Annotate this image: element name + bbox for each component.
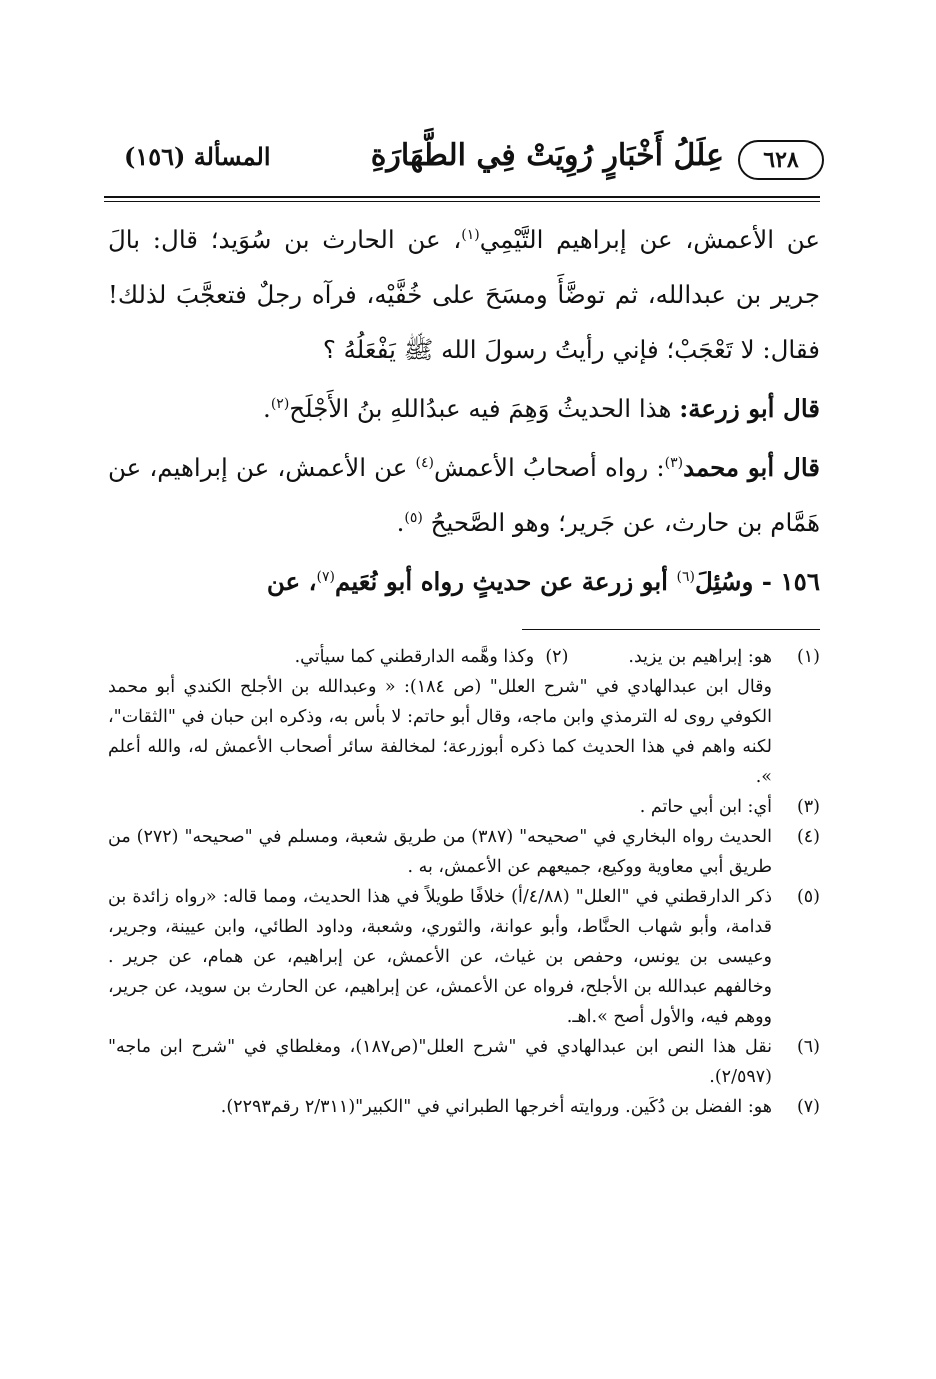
footnote-ref-5[interactable]: (٥) bbox=[404, 509, 423, 526]
footnote-ref-7[interactable]: (٧) bbox=[316, 568, 336, 585]
footnote-ref-6[interactable]: (٦) bbox=[676, 568, 695, 585]
footnote-ref-2[interactable]: (٢) bbox=[270, 395, 290, 412]
footnote-number: (٤) bbox=[796, 827, 820, 847]
footnote-5-text: ذكر الدارقطني في "العلل" (٤/٨٨/أ) خلافًا طويلاً في هذا الحديث، ومما قاله: «رواه زائدة بن قدامة، وأبو شهاب الحنَّاط، وأبو عوانة، والثوري، وشعبة، وداود الطائي، وابن عيينة، وجرير، وعيسى بن يونس، وحفص بن غياث، عن الأعمش، عن إبراهيم، عن همام، عن جرير . وخالفهم عبدالله بن الأجلح، فرواه عن الأعمش، عن إبراهيم، عن الحارث بن سويد، عن جرير، ووهم فيه، والأول أصح ».اهـ. bbox=[108, 887, 773, 1027]
footnote-1-2 bbox=[108, 642, 820, 792]
footnote-7 bbox=[108, 1092, 820, 1122]
para2-text: هذا الحديثُ وَهِمَ فيه عبدُاللهِ بنُ الأَجْلَح bbox=[289, 394, 680, 423]
paragraph-3 bbox=[108, 440, 820, 550]
footnote-ref-4[interactable]: (٤) bbox=[415, 454, 434, 471]
para1-text-a: عن الأعمش، عن إبراهيم التَّيْمِي bbox=[479, 225, 820, 254]
issue-heading: ١٥٦ - وسُئِلَ bbox=[694, 567, 820, 596]
footnote-ref-3[interactable]: (٣) bbox=[664, 454, 684, 471]
para2-end: . bbox=[263, 394, 271, 423]
footnote-2-continued: وقال ابن عبدالهادي في "شرح العلل" (ص ١٨٤): « وعبدالله بن الأجلح الكندي أبو محمد الكوفي روى له الترمذي وابن ماجه، وقال أبو حاتم: لا بأس به، وذكره ابن حبان في "الثقات"، لكنه واهم في هذا الحديث كما ذكره أبوزرعة؛ لمخالفة سائر أصحاب الأعمش له، والله أعلم ». bbox=[108, 677, 773, 787]
book-title: عِلَلُ أَخْبَارٍ رُوِيَتْ فِي الطَّهَارَةِ bbox=[370, 138, 724, 173]
issue-label: المسألة (١٥٦) bbox=[124, 142, 271, 171]
footnote-number: (٦) bbox=[796, 1037, 820, 1057]
footnote-number: (٣) bbox=[796, 797, 820, 817]
main-text bbox=[108, 212, 820, 609]
footnote-4 bbox=[108, 822, 820, 882]
speaker-abu-muhammad: قال أبو محمد bbox=[683, 453, 820, 482]
page-number: ٦٢٨ bbox=[738, 140, 824, 180]
footnote-3 bbox=[108, 792, 820, 822]
para4-text-b: ، عن bbox=[266, 567, 317, 596]
paragraph-1 bbox=[108, 212, 820, 377]
footnote-6 bbox=[108, 1032, 820, 1092]
header-rule-thin bbox=[104, 201, 820, 202]
para4-text-a: أبو زرعة عن حديثٍ رواه أبو نُعَيم bbox=[335, 567, 677, 596]
footnotes bbox=[108, 642, 820, 1122]
footnote-number: (٧) bbox=[796, 1097, 820, 1117]
footnote-number: (٥) bbox=[796, 887, 820, 907]
paragraph-2 bbox=[108, 381, 820, 436]
header-rule bbox=[104, 196, 820, 198]
footnote-6-text: نقل هذا النص ابن عبدالهادي في "شرح العلل"(ص١٨٧)، ومغلطاي في "شرح ابن ماجه"(٢/٥٩٧). bbox=[108, 1037, 772, 1087]
footnote-ref-1[interactable]: (١) bbox=[461, 226, 480, 243]
footnote-4-text: الحديث رواه البخاري في "صحيحه" (٣٨٧) من طريق شعبة، ومسلم في "صحيحه" (٢٧٢) من طريق أبي معاوية ووكيع، جميعهم عن الأعمش، به . bbox=[108, 827, 772, 877]
speaker-abu-zurah: قال أبو زرعة: bbox=[679, 394, 820, 423]
para3-text-a: : رواه أصحابُ الأعمش bbox=[433, 453, 665, 482]
para1-text-b: ، عن الحارث بن سُوَيد؛ قال: بالَ جرير بن عبدالله، ثم توضَّأَ ومسَحَ على خُفَّيْه، فرآه رجلٌ فتعجَّبَ لذلك! فقال: لا تَعْجَبْ؛ فإني رأيتُ رسولَ الله ﷺ يَفْعَلُهُ ؟ bbox=[108, 225, 820, 364]
footnote-number: (٢) bbox=[545, 647, 569, 667]
footnote-7-text: هو: الفضل بن دُكَين. وروايته أخرجها الطبراني في "الكبير"(٢/٣١١ رقم٢٢٩٣). bbox=[220, 1097, 772, 1117]
paragraph-4 bbox=[108, 554, 820, 609]
para3-end: . bbox=[396, 508, 405, 537]
para3-text-b: عن الأعمش، عن إبراهيم، عن هَمَّام بن حارث، عن جَرير؛ وهو الصَّحيحُ bbox=[108, 453, 820, 537]
page-header bbox=[104, 138, 824, 190]
footnote-separator bbox=[522, 629, 820, 630]
footnote-5 bbox=[108, 882, 820, 1032]
footnote-3-text: أي: ابن أبي حاتم . bbox=[639, 797, 772, 817]
footnote-number: (١) bbox=[796, 647, 820, 667]
footnote-2-text: وكذا وهَّمه الدارقطني كما سيأتي. bbox=[294, 647, 535, 667]
footnote-1-text: هو: إبراهيم بن يزيد. bbox=[628, 647, 772, 667]
